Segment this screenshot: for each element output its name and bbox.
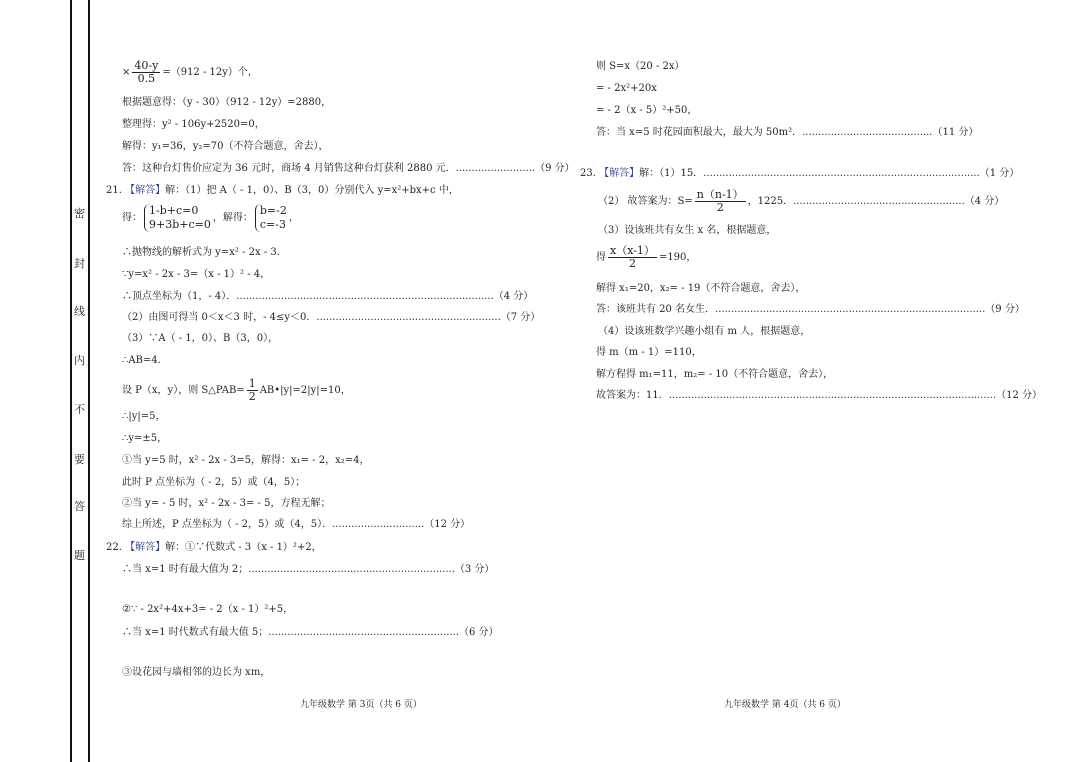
seal-char: 答 bbox=[74, 500, 85, 513]
answer-line: 解方程得 m₁=11，m₂= - 10（不符合题意，舍去）， bbox=[596, 369, 834, 380]
answer-line: 则 S=x（20 - 2x） bbox=[596, 61, 685, 72]
binding-line-right bbox=[88, 0, 90, 762]
page-footer: 九年级数学 第 4页（共 6 页） bbox=[724, 700, 846, 710]
fraction: $\frac{40-y}{0.5}$ bbox=[134, 59, 159, 85]
answer-line: ∴|y|=5， bbox=[122, 411, 166, 422]
answer-line: 答：当 x=5 时花园面积最大，最大为 50m²．.........................................（11 分） bbox=[596, 127, 979, 138]
answer-line: ∵y=x² - 2x - 3=（x - 1）² - 4， bbox=[122, 269, 271, 280]
fraction: $\frac{1}{2}$ bbox=[248, 377, 256, 403]
answer-tag: 【解答】 bbox=[125, 542, 166, 553]
answer-line: = - 2（x - 5）²+50， bbox=[596, 105, 698, 116]
equation-system: 1-b+c=0 9+3b+c=0 bbox=[144, 204, 211, 232]
answer-line: ∴当 x=1 时代数式有最大值 5；............................................................（6 分） bbox=[122, 627, 499, 638]
answer-line: ∴抛物线的解析式为 y=x² - 2x - 3． bbox=[122, 247, 287, 258]
question-22-header: 22. 【解答】解：①∵代数式 - 3（x - 1）²+2， bbox=[106, 542, 322, 553]
fraction: $\frac{n(n-1)}{2}$ bbox=[696, 188, 744, 214]
answer-line: × $\frac{40-y}{0.5}$ =（912 - 12y）个， bbox=[122, 59, 258, 85]
seal-char: 线 bbox=[74, 305, 85, 318]
answer-line: ③设花园与墙相邻的边长为 xm， bbox=[122, 667, 271, 678]
answer-line: 解得 x₁=20，x₂= - 19（不符合题意，舍去）， bbox=[596, 283, 806, 294]
answer-line: （3）∵A（ - 1，0）、B（3，0）， bbox=[122, 333, 279, 344]
answer-line: ②∵ - 2x²+4x+3= - 2（x - 1）²+5， bbox=[122, 604, 294, 615]
question-23-header: 23. 【解答】解：（1）15．.......................................................................................（1 分） bbox=[580, 168, 1020, 179]
answer-line: （2）由图可得当 0＜x＜3 时，- 4≤y＜0．..........................................................（7 分） bbox=[122, 312, 541, 323]
equation-system-line: 得： 1-b+c=0 9+3b+c=0 ，解得： b=-2 c=-3 ， bbox=[122, 204, 299, 231]
answer-line: 得 m（m - 1）=110， bbox=[596, 347, 702, 358]
answer-line: 此时 P 点坐标为（ - 2，5）或（4，5）； bbox=[122, 477, 306, 488]
seal-char: 要 bbox=[74, 453, 85, 466]
answer-line: 答：这种台灯售价应定为 36 元时，商场 4 月销售这种台灯获利 2880 元．.........................（9 分） bbox=[122, 163, 575, 174]
answer-line: （3）设该班共有女生 x 名，根据题意， bbox=[598, 225, 777, 236]
seal-char: 封 bbox=[74, 257, 85, 270]
question-21-header: 21. 【解答】解：（1）把 A（ - 1，0）、B（3，0）分别代入 y=x²+bx+c 中， bbox=[106, 185, 459, 196]
answer-line: ∴当 x=1 时有最大值为 2；.................................................................（3 分） bbox=[122, 564, 495, 575]
seal-char: 内 bbox=[74, 354, 85, 367]
answer-line: ∴y=±5， bbox=[122, 433, 168, 444]
answer-line: = - 2x²+20x bbox=[596, 83, 657, 94]
answer-line: （4）设该班数学兴趣小组有 m 人，根据题意， bbox=[598, 326, 811, 337]
answer-line: 解得：y₁=36，y₂=70（不符合题意，舍去）， bbox=[122, 141, 329, 152]
answer-line: 整理得：y² - 106y+2520=0， bbox=[122, 119, 265, 130]
seal-char: 密 bbox=[74, 207, 85, 220]
seal-char: 不 bbox=[74, 403, 85, 416]
answer-tag: 【解答】 bbox=[599, 168, 640, 179]
answer-tag: 【解答】 bbox=[125, 185, 166, 196]
answer-line: 综上所述，P 点坐标为（ - 2，5）或（4，5）．.............................（12 分） bbox=[122, 519, 471, 530]
answer-line: 答：该班共有 20 名女生．.....................................................................................（9 分） bbox=[596, 304, 1025, 315]
fraction: $\frac{x(x-1)}{2}$ bbox=[610, 244, 655, 270]
answer-line: ①当 y=5 时，x² - 2x - 3=5，解得：x₁= - 2，x₂=4， bbox=[122, 455, 370, 466]
seal-char: 题 bbox=[74, 549, 85, 562]
answer-line: 根据题意得：（y - 30）（912 - 12y）=2880， bbox=[122, 97, 332, 108]
answer-line: ②当 y= - 5 时，x² - 2x - 3= - 5，方程无解； bbox=[122, 498, 331, 509]
answer-line: ∴AB=4． bbox=[122, 355, 168, 366]
answer-line: （2） 故答案为：S= $\frac{n(n-1)}{2}$ ，1225．......................................................（4 分） bbox=[598, 188, 1005, 214]
answer-line: 故答案为：11．.......................................................................................................（12 分） bbox=[596, 390, 1043, 401]
answer-line: 设 P（x，y），则 S△PAB= $\frac{1}{2}$ AB•|y|=2|y|=10， bbox=[122, 377, 351, 403]
answer-line: 得 $\frac{x(x-1)}{2}$ =190， bbox=[596, 244, 697, 270]
answer-line: ∴顶点坐标为（1，- 4）．.................................................................................（4 分） bbox=[122, 291, 534, 302]
page-footer: 九年级数学 第 3页（共 6 页） bbox=[300, 700, 422, 710]
equation-system: b=-2 c=-3 bbox=[255, 204, 287, 232]
binding-line-left bbox=[70, 0, 72, 762]
